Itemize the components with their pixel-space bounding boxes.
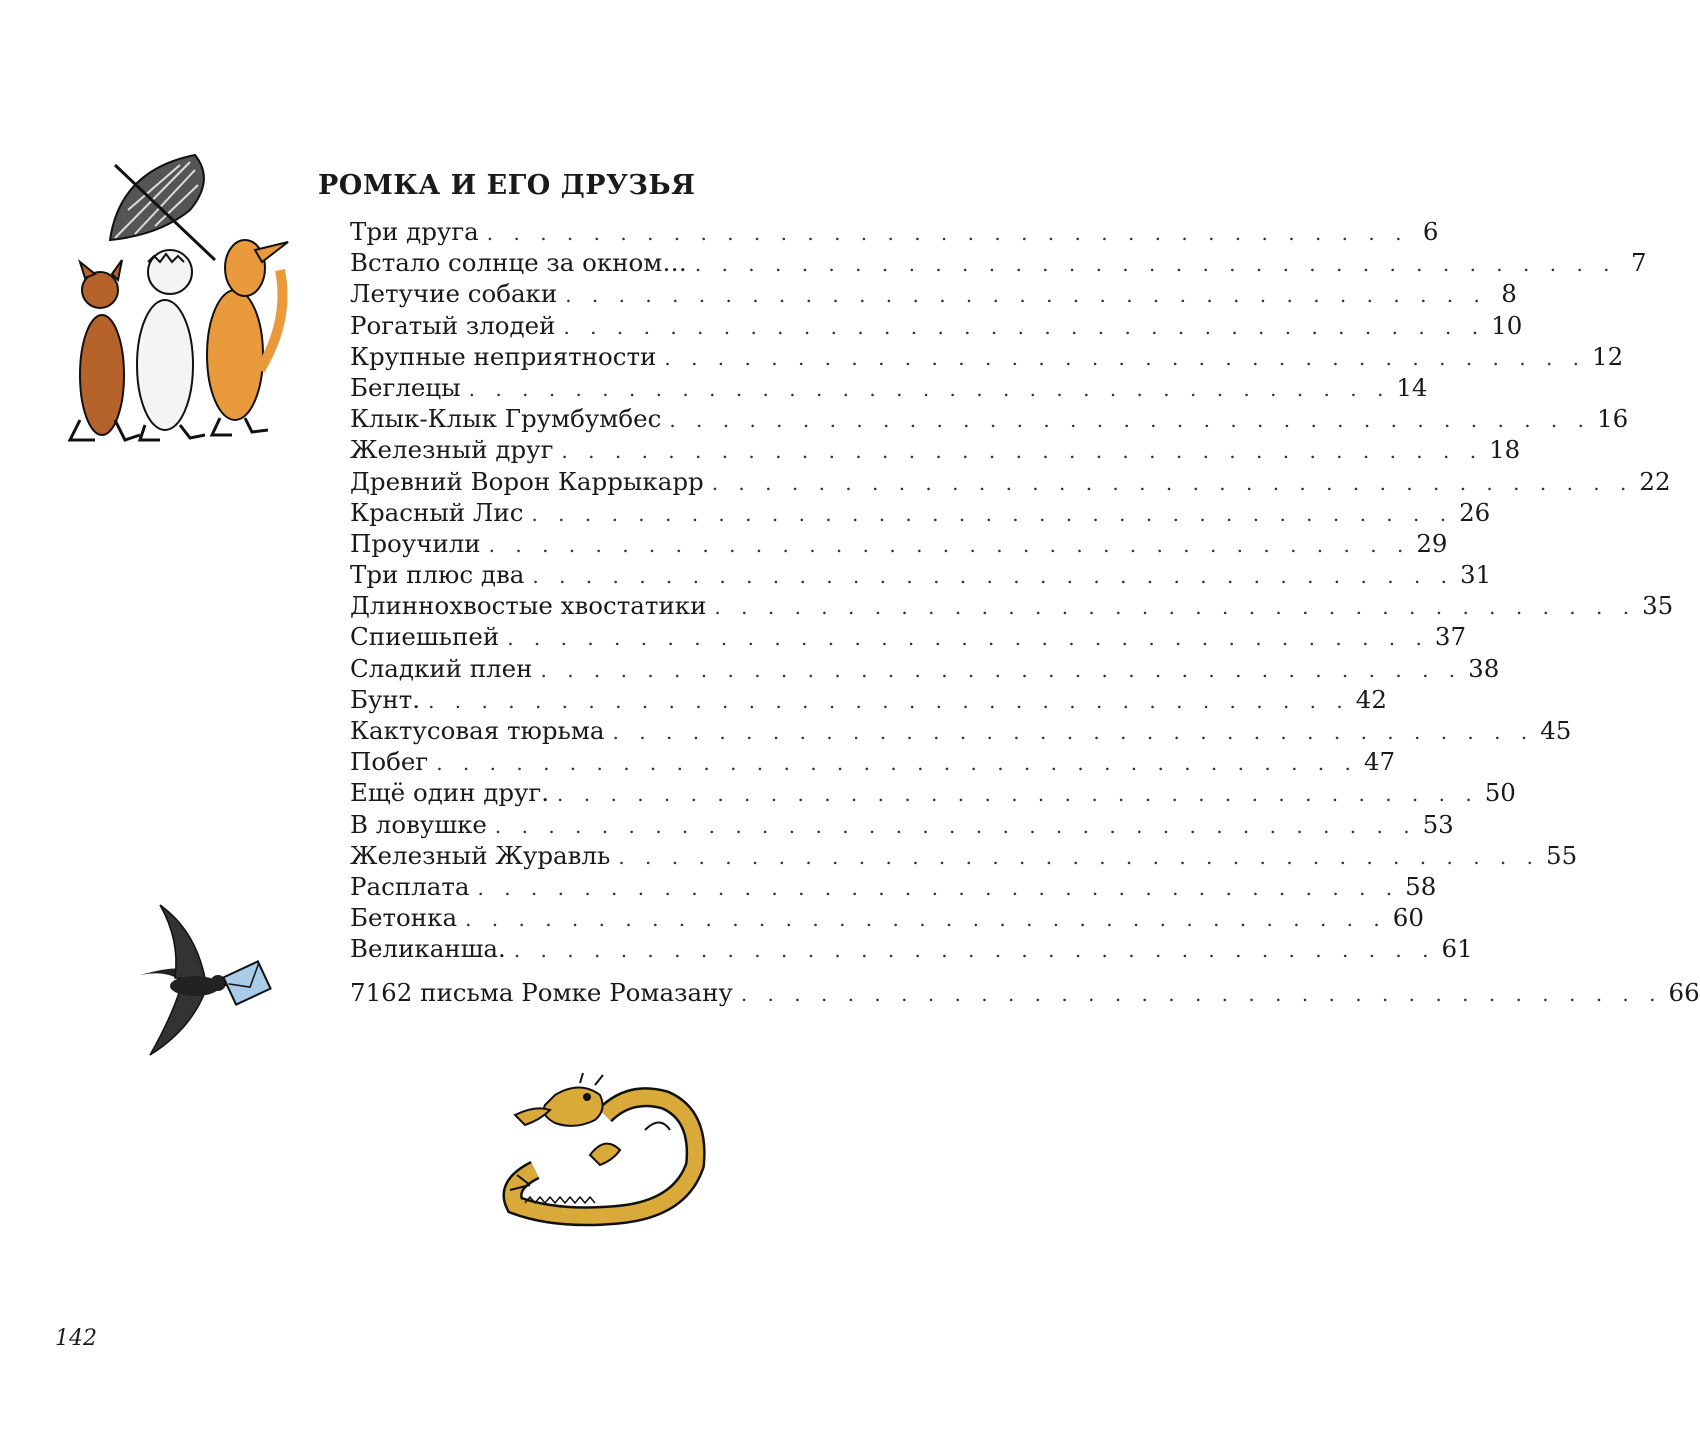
dot-leader: . . . . . . . . . . . . . . . . . . . . . . . . . . . . . . . . . . . <box>565 283 1487 308</box>
toc-entry-page: 37 <box>1434 622 1467 652</box>
dot-leader: . . . . . . . . . . . . . . . . . . . . . . . . . . . . . . . . . . . <box>563 314 1486 339</box>
toc-entry[interactable] <box>350 715 1572 746</box>
dot-leader: . . . . . . . . . . . . . . . . . . . . . . . . . . . . . . . . . . . <box>486 221 1409 245</box>
toc-entry-page: 22 <box>1639 466 1671 496</box>
toc-entry-title: Побег <box>350 747 429 777</box>
three-friends-umbrella-illustration <box>40 150 300 450</box>
toc-entry-title: Красный Лис <box>350 497 524 527</box>
toc-entry-title: Встало солнце за окном… <box>350 248 687 278</box>
toc-entry-page: 66 <box>1668 977 1700 1007</box>
dot-leader: . . . . . . . . . . . . . . . . . . . . . . . . . . . . . . . . . . . <box>477 875 1400 900</box>
toc-entry-page: 61 <box>1441 934 1473 964</box>
toc-entry-title: Три плюс два <box>350 560 525 590</box>
toc-entry-title: Сладкий плен <box>350 653 533 683</box>
toc-entry-title: Рогатый злодей <box>350 310 556 340</box>
toc-entry-title: Железный Журавль <box>350 840 611 870</box>
page-number: 142 <box>55 1326 97 1351</box>
toc-entry-page: 14 <box>1396 372 1428 402</box>
dot-leader: . . . . . . . . . . . . . . . . . . . . . . . . . . . . . . . . . . . <box>465 907 1387 932</box>
dot-leader: . . . . . . . . . . . . . . . . . . . . . . . . . . . . . . . . . . . <box>468 376 1391 401</box>
dot-leader: . . . . . . . . . . . . . . . . . . . . . . . . . . . . . . . . . . . <box>488 532 1411 557</box>
toc-entry-page: 7 <box>1630 248 1647 278</box>
toc-entry-title: Бунт. <box>350 684 421 714</box>
toc-entry-title: Кактусовая тюрьма <box>350 716 605 745</box>
toc-entry-title: В ловушке <box>350 809 487 839</box>
dot-leader: . . . . . . . . . . . . . . . . . . . . . . . . . . . . . . . . . . . <box>561 439 1484 464</box>
dot-leader: . . . . . . . . . . . . . . . . . . . . . . . . . . . . . . . . . . . <box>664 345 1587 370</box>
toc-entry[interactable] <box>350 310 1523 341</box>
toc-entry-page: 58 <box>1405 871 1437 901</box>
dot-leader: . . . . . . . . . . . . . . . . . . . . . . . . . . . . . . . . . . . <box>694 252 1617 277</box>
toc-entry[interactable] <box>350 559 1492 590</box>
table-of-contents <box>350 216 1700 1008</box>
dot-leader: . . . . . . . . . . . . . . . . . . . . . . . . . . . . . . . . . . . <box>557 782 1479 807</box>
toc-entry-title: Великанша. <box>350 934 506 964</box>
toc-entry[interactable] <box>350 809 1454 840</box>
toc-entry[interactable] <box>350 341 1624 372</box>
toc-entry-page: 26 <box>1459 497 1491 527</box>
toc-entry-page: 50 <box>1484 778 1516 808</box>
toc-entry[interactable] <box>350 466 1671 497</box>
dot-leader: . . . . . . . . . . . . . . . . . . . . . . . . . . . . . . . . . . . <box>540 657 1463 682</box>
toc-entry[interactable] <box>350 933 1473 964</box>
dot-leader: . . . . . . . . . . . . . . . . . . . . . . . . . . . . . . . . . . . <box>494 813 1417 838</box>
toc-entry[interactable] <box>350 871 1437 902</box>
toc-entry[interactable] <box>350 684 1387 715</box>
toc-entry-page: 10 <box>1491 310 1523 340</box>
dot-leader: . . . . . . . . . . . . . . . . . . . . . . . . . . . . . . . . . . . <box>428 688 1350 713</box>
toc-entry-page: 18 <box>1489 435 1521 465</box>
dot-leader: . . . . . . . . . . . . . . . . . . . . . . . . . . . . . . . . . . . <box>531 501 1454 526</box>
toc-entry-page: 38 <box>1468 653 1500 683</box>
dot-leader: . . . . . . . . . . . . . . . . . . . . . . . . . . . . . . . . . . . <box>507 626 1429 651</box>
toc-entry-page: 12 <box>1592 341 1624 371</box>
dot-leader: . . . . . . . . . . . . . . . . . . . . . . . . . . . . . . . . . . . <box>714 595 1637 620</box>
toc-entry-title: Летучие собаки <box>350 279 558 309</box>
toc-entry[interactable] <box>350 777 1516 808</box>
dot-leader: . . . . . . . . . . . . . . . . . . . . . . . . . . . . . . . . . . . <box>532 564 1455 589</box>
toc-entry[interactable] <box>350 528 1448 559</box>
toc-entry-title: 7162 письма Ромке Ромазану <box>350 977 733 1007</box>
dot-leader: . . . . . . . . . . . . . . . . . . . . . . . . . . . . . . . . . . . <box>669 408 1591 433</box>
toc-entry[interactable] <box>350 653 1500 684</box>
toc-entry-title: Беглецы <box>350 372 461 402</box>
toc-entry-title: Проучили <box>350 528 481 558</box>
section-title: РОМКА И ЕГО ДРУЗЬЯ <box>318 170 696 201</box>
toc-entry[interactable] <box>350 278 1517 309</box>
toc-entry[interactable] <box>350 247 1647 278</box>
toc-entry[interactable] <box>350 590 1674 621</box>
toc-entry-page: 60 <box>1392 903 1424 933</box>
toc-entry-page: 8 <box>1501 279 1517 309</box>
dot-leader: . . . . . . . . . . . . . . . . . . . . . . . . . . . . . . . . . . . <box>513 938 1436 963</box>
toc-entry-page: 45 <box>1540 716 1572 745</box>
dot-leader: . . . . . . . . . . . . . . . . . . . . . . . . . . . . . . . . . . . <box>618 844 1540 869</box>
toc-entry-page: 16 <box>1596 404 1629 434</box>
dot-leader: . . . . . . . . . . . . . . . . . . . . . . . . . . . . . . . . . . . <box>436 751 1358 776</box>
toc-entry[interactable] <box>350 216 1439 247</box>
toc-entry[interactable] <box>350 403 1629 434</box>
toc-entry-title: Ещё один друг. <box>350 778 550 808</box>
toc-entry[interactable] <box>350 902 1424 933</box>
toc-entry[interactable] <box>350 840 1578 871</box>
toc-entry-page: 35 <box>1642 591 1674 621</box>
toc-entry[interactable] <box>350 434 1521 465</box>
toc-entry-page: 42 <box>1355 684 1387 714</box>
toc-entry-page: 31 <box>1460 560 1492 590</box>
dragon-illustration <box>495 1075 715 1225</box>
toc-entry[interactable] <box>350 497 1491 528</box>
toc-entry-title: Железный друг <box>350 435 554 465</box>
toc-entry-title: Спиешьпей <box>350 622 500 652</box>
toc-entry-title: Расплата <box>350 871 470 901</box>
toc-entry-page: 47 <box>1363 747 1396 777</box>
toc-entry-page: 55 <box>1546 840 1578 870</box>
toc-entry-page: 6 <box>1422 217 1439 246</box>
toc-entry-title: Три друга <box>350 217 479 246</box>
toc-entry-title: Длиннохвостые хвостатики <box>350 591 707 621</box>
toc-entry[interactable] <box>350 621 1467 652</box>
toc-entry[interactable] <box>350 372 1428 403</box>
toc-entry-letters[interactable] <box>350 977 1700 1008</box>
toc-entry-title: Крупные неприятности <box>350 341 657 371</box>
toc-entry-page: 29 <box>1416 528 1448 558</box>
toc-entry-title: Древний Ворон Каррыкарр <box>350 466 704 496</box>
toc-entry-page: 53 <box>1422 809 1454 839</box>
dot-leader: . . . . . . . . . . . . . . . . . . . . . . . . . . . . . . . . . . . <box>740 981 1663 1006</box>
dot-leader: . . . . . . . . . . . . . . . . . . . . . . . . . . . . . . . . . . . <box>711 470 1634 495</box>
bird-with-letter-illustration <box>120 900 280 1065</box>
toc-entry[interactable] <box>350 746 1396 777</box>
toc-entry-title: Клык-Клык Грумбумбес <box>350 404 662 434</box>
toc-entry-title: Бетонка <box>350 903 458 933</box>
dot-leader: . . . . . . . . . . . . . . . . . . . . . . . . . . . . . . . . . . . <box>612 720 1535 744</box>
